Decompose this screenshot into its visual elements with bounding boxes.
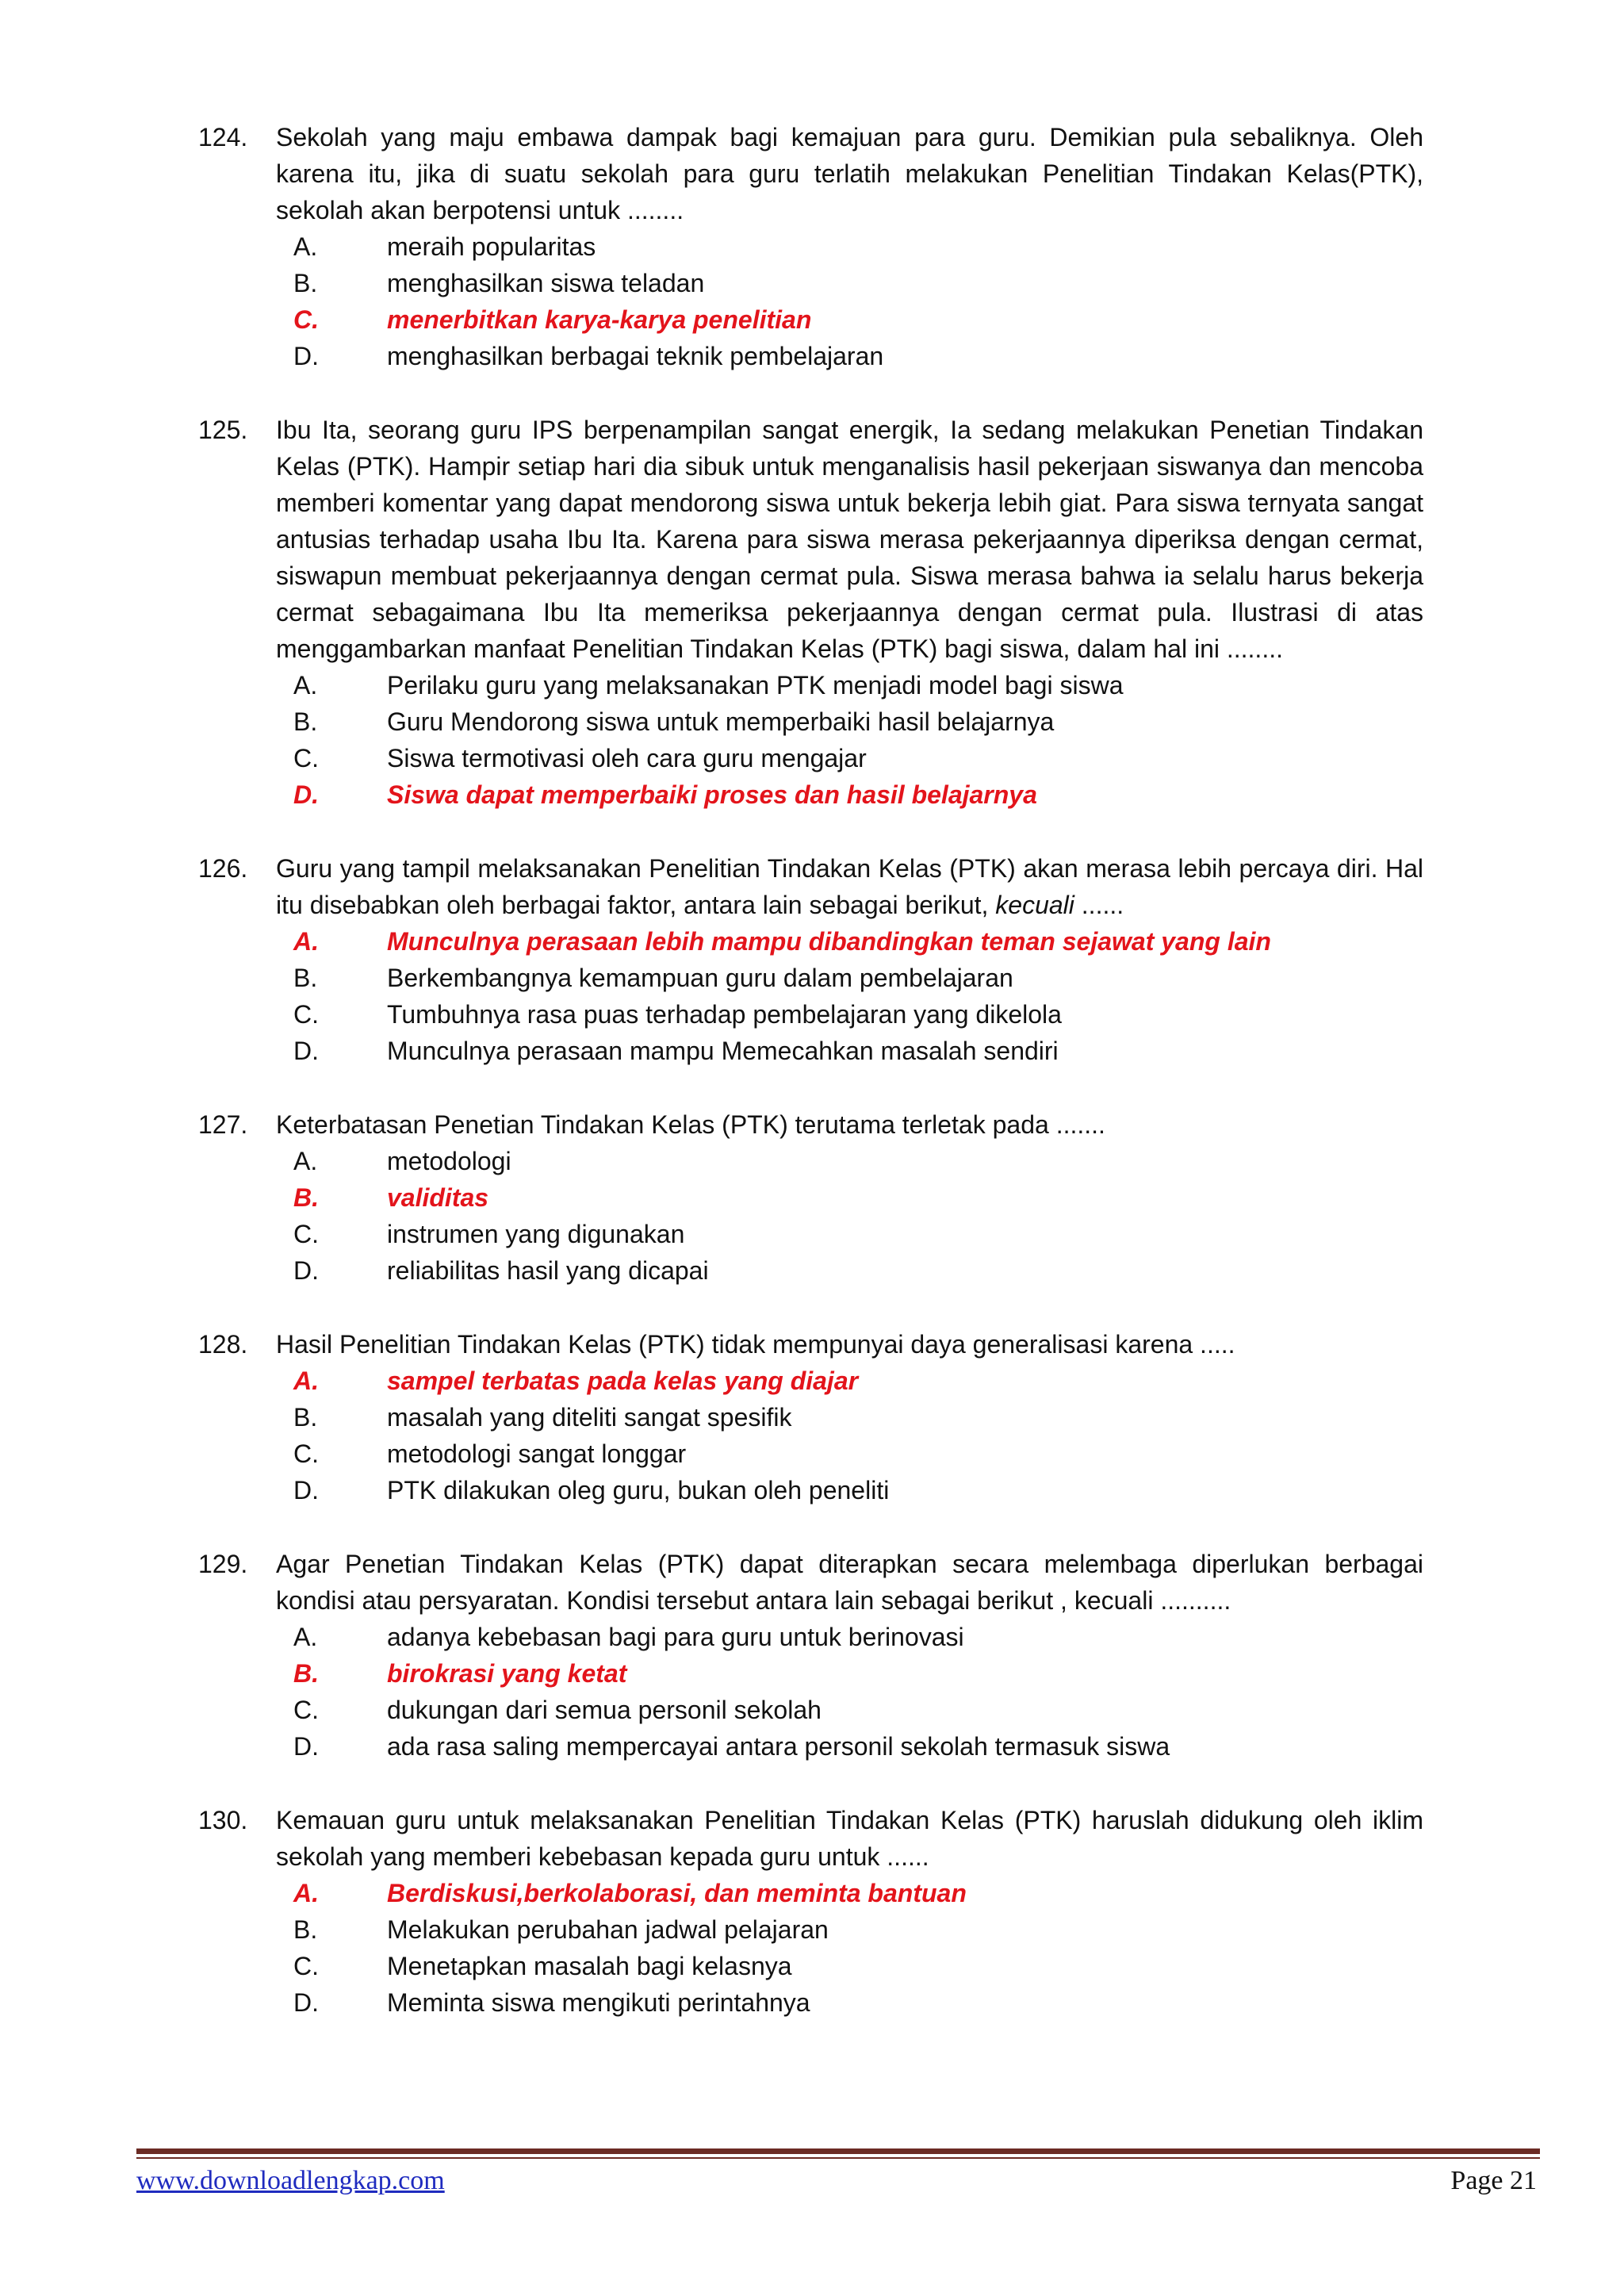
footer-divider: [136, 2148, 1540, 2154]
question-129: [198, 1546, 1423, 1765]
option-d: [293, 1252, 1423, 1289]
question-number: 126.: [198, 854, 248, 883]
option-letter: C.: [293, 305, 319, 334]
option-b: [293, 703, 1423, 740]
option-text: Perilaku guru yang melaksanakan PTK menjadi model bagi siswa: [387, 671, 1124, 700]
option-a: [293, 1143, 1423, 1179]
question-125: [198, 412, 1423, 813]
option-letter: A.: [293, 1879, 319, 1907]
question-text-end: ......: [1074, 891, 1124, 919]
question-127: [198, 1106, 1423, 1289]
option-b: [293, 1911, 1423, 1948]
option-text: menghasilkan berbagai teknik pembelajaran: [387, 342, 884, 370]
option-c: [293, 1435, 1423, 1472]
question-text: Hasil Penelitian Tindakan Kelas (PTK) tidak mempunyai daya generalisasi karena .....: [276, 1330, 1235, 1359]
option-text: dukungan dari semua personil sekolah: [387, 1696, 822, 1724]
option-b-answer: [293, 1655, 1423, 1692]
option-c: [293, 996, 1423, 1033]
question-124: [198, 119, 1423, 374]
option-d: [293, 1472, 1423, 1508]
option-letter: D.: [293, 1256, 319, 1285]
question-number: 129.: [198, 1550, 248, 1578]
option-text: metodologi: [387, 1147, 511, 1175]
footer-divider-thin: [136, 2157, 1540, 2159]
option-letter: B.: [293, 964, 318, 992]
option-text: menghasilkan siswa teladan: [387, 269, 705, 297]
option-text: menerbitkan karya-karya penelitian: [387, 305, 812, 334]
question-text: Kemauan guru untuk melaksanakan Penelitian Tindakan Kelas (PTK) haruslah didukung oleh iklim sekolah yang memberi kebebasan kepada guru untuk ......: [276, 1806, 1423, 1871]
option-text: adanya kebebasan bagi para guru untuk berinovasi: [387, 1623, 964, 1651]
question-126: [198, 850, 1423, 1069]
question-130: [198, 1802, 1423, 2021]
option-text: ada rasa saling mempercayai antara personil sekolah termasuk siswa: [387, 1732, 1170, 1761]
option-text: Munculnya perasaan mampu Memecahkan masalah sendiri: [387, 1037, 1059, 1065]
option-letter: B.: [293, 1915, 318, 1944]
option-text: Melakukan perubahan jadwal pelajaran: [387, 1915, 829, 1944]
option-letter: A.: [293, 232, 318, 261]
option-letter: D.: [293, 1037, 319, 1065]
question-text-emphasis: kecuali: [995, 891, 1074, 919]
option-c: [293, 740, 1423, 776]
option-a: [293, 228, 1423, 265]
option-d: [293, 1728, 1423, 1765]
footer-website-link[interactable]: www.downloadlengkap.com: [136, 2166, 445, 2195]
option-text: birokrasi yang ketat: [387, 1659, 627, 1688]
option-d-answer: [293, 776, 1423, 813]
option-c: [293, 1216, 1423, 1252]
option-c-answer: [293, 301, 1423, 338]
question-text: Sekolah yang maju embawa dampak bagi kemajuan para guru. Demikian pula sebaliknya. Oleh karena itu, jika di suatu sekolah para guru terlatih melakukan Penelitian Tindakan Kelas(PTK), sekolah akan berpotensi untuk ........: [276, 123, 1423, 224]
option-b: [293, 1399, 1423, 1435]
option-text: Menetapkan masalah bagi kelasnya: [387, 1952, 792, 1980]
option-text: metodologi sangat longgar: [387, 1439, 687, 1468]
question-text: [276, 850, 1423, 923]
option-text: Meminta siswa mengikuti perintahnya: [387, 1988, 810, 2017]
option-c: [293, 1692, 1423, 1728]
question-number: 130.: [198, 1806, 248, 1834]
option-text: sampel terbatas pada kelas yang diajar: [387, 1366, 859, 1395]
option-b: [293, 960, 1423, 996]
option-text: reliabilitas hasil yang dicapai: [387, 1256, 709, 1285]
question-number: 124.: [198, 123, 248, 151]
option-letter: B.: [293, 1403, 318, 1432]
option-letter: A.: [293, 671, 318, 700]
question-number: 128.: [198, 1330, 248, 1359]
question-number: 127.: [198, 1110, 248, 1139]
option-a-answer: [293, 923, 1423, 960]
option-letter: C.: [293, 1000, 319, 1029]
option-b-answer: [293, 1179, 1423, 1216]
option-letter: C.: [293, 1439, 319, 1468]
question-text-main: Guru yang tampil melaksanakan Penelitian Tindakan Kelas (PTK) akan merasa lebih percaya diri. Hal itu disebabkan oleh berbagai faktor, antara lain sebagai berikut,: [276, 854, 1423, 919]
option-letter: B.: [293, 1183, 319, 1212]
option-text: Berkembangnya kemampuan guru dalam pembelajaran: [387, 964, 1013, 992]
option-text: PTK dilakukan oleg guru, bukan oleh peneliti: [387, 1476, 890, 1504]
option-letter: A.: [293, 1366, 319, 1395]
question-number: 125.: [198, 416, 248, 444]
option-letter: A.: [293, 927, 319, 956]
option-a: [293, 1619, 1423, 1655]
option-text: Guru Mendorong siswa untuk memperbaiki hasil belajarnya: [387, 707, 1055, 736]
question-text: Ibu Ita, seorang guru IPS berpenampilan sangat energik, Ia sedang melakukan Penetian Tindakan Kelas (PTK). Hampir setiap hari dia sibuk untuk menganalisis hasil pekerjaan siswanya dan mencoba memberi komentar yang dapat mendorong siswa untuk bekerja lebih giat. Para siswa ternyata sangat antusias terhadap usaha Ibu Ita. Karena para siswa merasa pekerjaannya diperiksa dengan cermat, siswapun membuat pekerjaannya dengan cermat pula. Siswa merasa bahwa ia selalu harus bekerja cermat sebagaimana Ibu Ita memeriksa pekerjaannya dengan cermat pula. Ilustrasi di atas menggambarkan manfaat Penelitian Tindakan Kelas (PTK) bagi siswa, dalam hal ini ........: [276, 416, 1423, 663]
option-letter: B.: [293, 269, 318, 297]
option-letter: B.: [293, 1659, 319, 1688]
question-128: [198, 1326, 1423, 1508]
option-text: Siswa dapat memperbaiki proses dan hasil belajarnya: [387, 780, 1037, 809]
option-letter: C.: [293, 1952, 319, 1980]
option-b: [293, 265, 1423, 301]
page-number: Page 21: [1450, 2166, 1537, 2195]
option-letter: D.: [293, 1988, 319, 2017]
option-letter: B.: [293, 707, 318, 736]
option-letter: A.: [293, 1147, 318, 1175]
option-text: Munculnya perasaan lebih mampu dibandingkan teman sejawat yang lain: [387, 927, 1271, 956]
option-letter: D.: [293, 780, 319, 809]
question-list: [198, 119, 1423, 2058]
option-d: [293, 338, 1423, 374]
option-text: validitas: [387, 1183, 489, 1212]
option-text: meraih popularitas: [387, 232, 596, 261]
option-letter: D.: [293, 1476, 319, 1504]
question-text: Agar Penetian Tindakan Kelas (PTK) dapat diterapkan secara melembaga diperlukan berbagai kondisi atau persyaratan. Kondisi tersebut antara lain sebagai berikut , kecuali ..........: [276, 1550, 1423, 1615]
option-letter: D.: [293, 342, 319, 370]
option-text: Berdiskusi,berkolaborasi, dan meminta bantuan: [387, 1879, 967, 1907]
option-letter: A.: [293, 1623, 318, 1651]
option-a-answer: [293, 1363, 1423, 1399]
option-text: masalah yang diteliti sangat spesifik: [387, 1403, 792, 1432]
option-letter: C.: [293, 744, 319, 772]
option-letter: D.: [293, 1732, 319, 1761]
option-letter: C.: [293, 1220, 319, 1248]
option-d: [293, 1984, 1423, 2021]
option-a-answer: [293, 1875, 1423, 1911]
option-d: [293, 1033, 1423, 1069]
question-text: Keterbatasan Penetian Tindakan Kelas (PTK) terutama terletak pada .......: [276, 1110, 1105, 1139]
option-text: Siswa termotivasi oleh cara guru mengajar: [387, 744, 867, 772]
option-text: instrumen yang digunakan: [387, 1220, 685, 1248]
option-a: [293, 667, 1423, 703]
option-c: [293, 1948, 1423, 1984]
option-letter: C.: [293, 1696, 319, 1724]
option-text: Tumbuhnya rasa puas terhadap pembelajaran yang dikelola: [387, 1000, 1062, 1029]
